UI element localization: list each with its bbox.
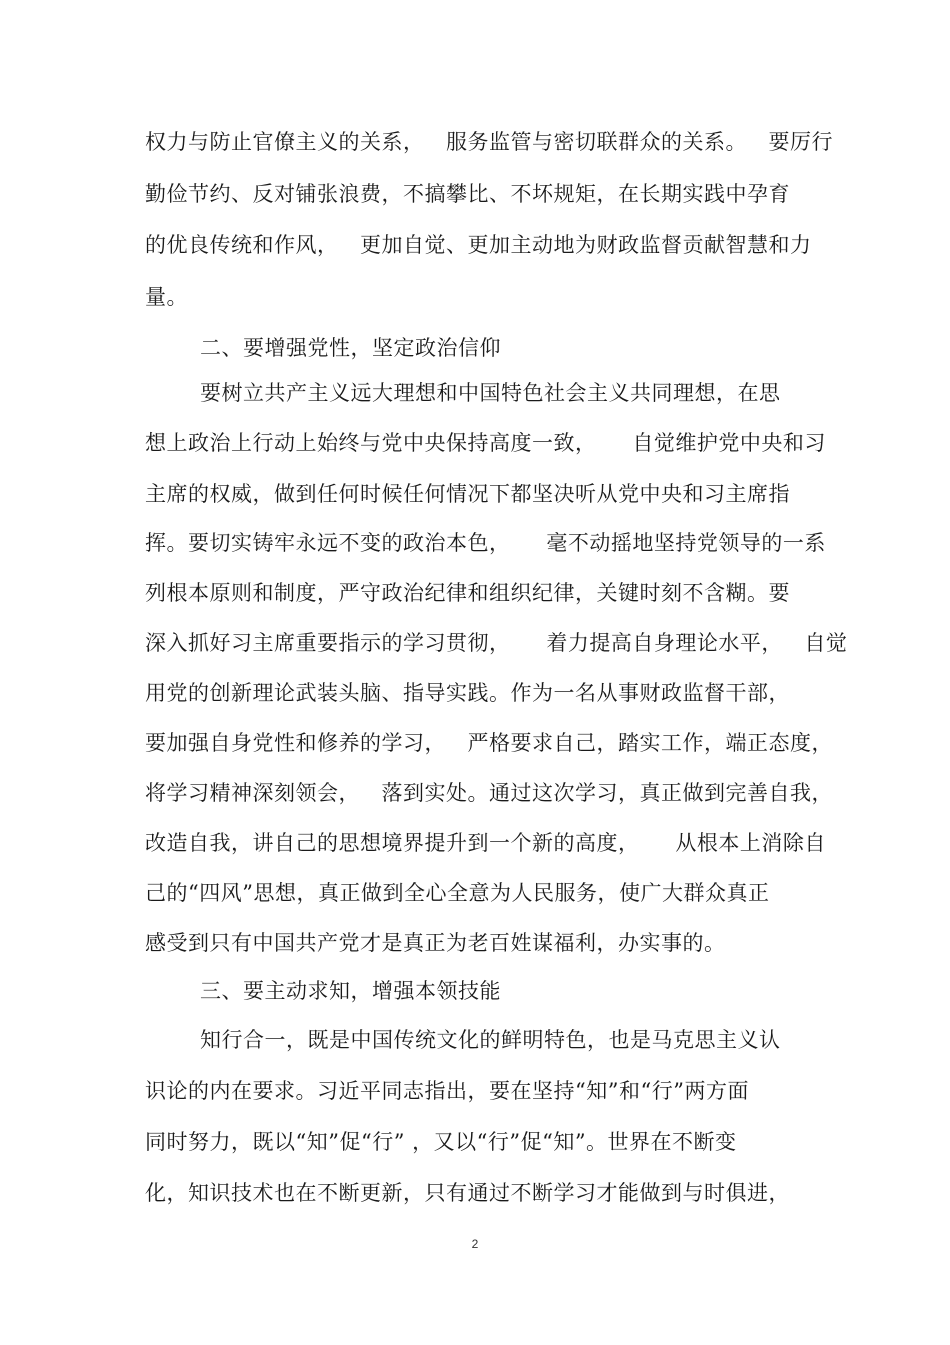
paragraph-line: 识论的内在要求。习近平同志指出，要在坚持“知”和“行”两方面 [145,1079,749,1103]
paragraph-line: 挥。要切实铸牢永远不变的政治本色， 毫不动摇地坚持党领导的一系 [145,531,826,555]
section-heading: 三、要主动求知，增强本领技能 [200,979,501,1003]
paragraph-line: 主席的权威，做到任何时候任何情况下都坚决听从党中央和习主席指 [145,482,790,506]
paragraph-line: 权力与防止官僚主义的关系， 服务监管与密切联群众的关系。 要厉行 [145,130,834,154]
paragraph-line: 知行合一，既是中国传统文化的鲜明特色，也是马克思主义认 [200,1028,781,1052]
paragraph-line: 勤俭节约、反对铺张浪费，不搞攀比、不坏规矩，在长期实践中孕育 [145,182,790,206]
paragraph-line: 将学习精神深刻领会， 落到实处。通过这次学习，真正做到完善自我， [145,781,834,805]
paragraph-line: 的优良传统和作风， 更加自觉、更加主动地为财政监督贡献智慧和力 [145,233,812,257]
page-number: 2 [471,1237,479,1251]
section-heading: 二、要增强党性，坚定政治信仰 [200,336,501,360]
paragraph-line: 深入抓好习主席重要指示的学习贯彻， 着力提高自身理论水平， 自觉 [145,631,848,655]
paragraph-line: 要树立共产主义远大理想和中国特色社会主义共同理想，在思 [200,381,781,405]
paragraph-line: 同时努力，既以“知”促“行” ，又以“行”促“知”。世界在不断变 [145,1130,737,1154]
paragraph-line: 量。 [145,285,188,309]
paragraph-line: 要加强自身党性和修养的学习， 严格要求自己，踏实工作，端正态度， [145,731,834,755]
paragraph-line: 化，知识技术也在不断更新，只有通过不断学习才能做到与时俱进， [145,1181,790,1205]
paragraph-line: 想上政治上行动上始终与党中央保持高度一致， 自觉维护党中央和习 [145,431,826,455]
paragraph-line: 己的“四风”思想，真正做到全心全意为人民服务，使广大群众真正 [145,881,770,905]
paragraph-line: 感受到只有中国共产党才是真正为老百姓谋福利，办实事的。 [145,931,726,955]
paragraph-line: 改造自我，讲自己的思想境界提升到一个新的高度， 从根本上消除自 [145,831,826,855]
paragraph-line: 用党的创新理论武装头脑、指导实践。作为一名从事财政监督干部， [145,681,790,705]
paragraph-line: 列根本原则和制度，严守政治纪律和组织纪律，关键时刻不含糊。要 [145,581,790,605]
